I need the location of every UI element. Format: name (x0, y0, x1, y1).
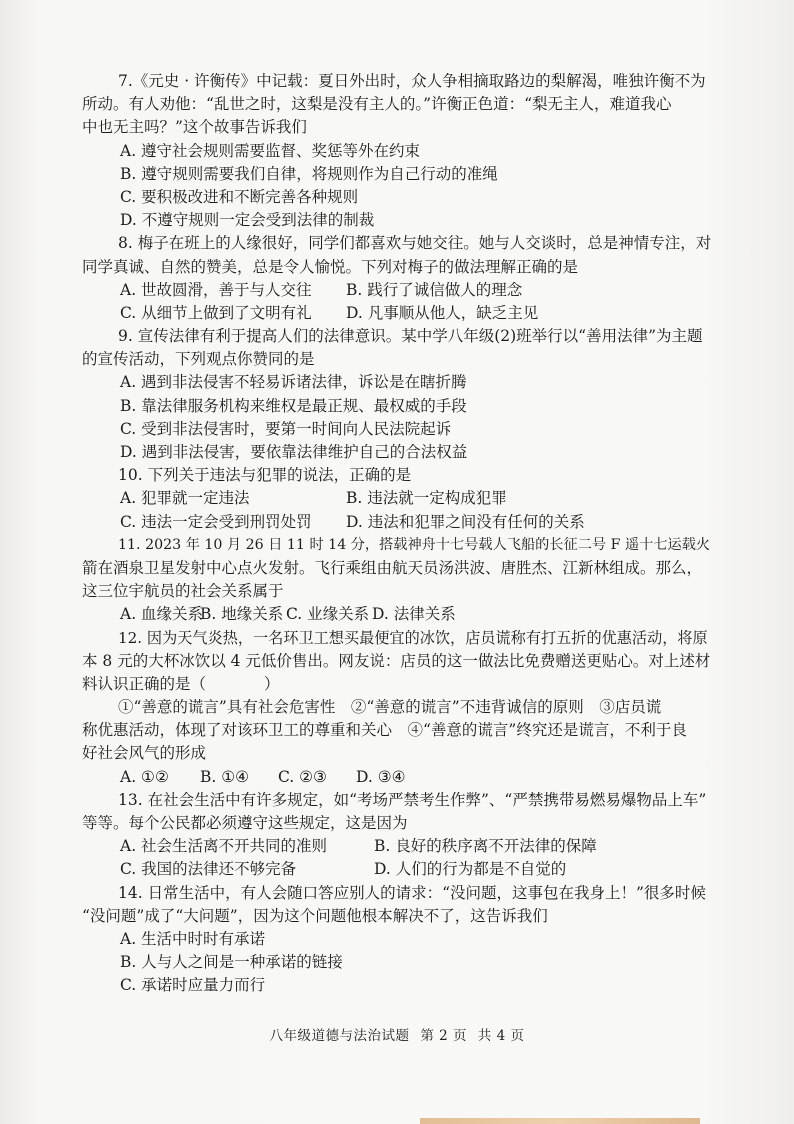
question-11-stem-line-2: 箭在酒泉卫星发射中心点火发射。飞行乘组由航天员汤洪波、唐胜杰、江新林组成。那么， (82, 558, 703, 577)
question-11 (82, 534, 714, 627)
question-10-option-b: B. 违法就一定构成犯罪 (346, 489, 507, 508)
question-13-options-row-1 (82, 835, 714, 858)
question-12-stem-line-2: 本 8 元的大杯冰饮以 4 元低价售出。网友说：店员的这一做法比免费赠送更贴心。对上述材 (82, 651, 711, 670)
question-13-options-row-2 (82, 858, 714, 881)
question-11-option-c: C. 业缘关系 (286, 605, 370, 624)
question-13-stem-line-2: 等等。每个公民都必须遵守这些规定，这是因为 (82, 814, 408, 832)
footer-page-total: 共 4 页 (477, 1028, 525, 1044)
question-12-option-a: A. ①② (120, 767, 169, 786)
question-13-option-c: C. 我国的法律还不够完备 (120, 860, 297, 879)
question-8-option-a: A. 世故圆滑，善于与人交往 (120, 280, 312, 299)
footer-exam-title: 八年级道德与法治试题 (269, 1028, 410, 1044)
question-12-option-b: B. ①④ (200, 767, 250, 786)
question-10-options-row-2 (82, 511, 714, 534)
question-10-stem-line-1: 10. 下列关于违法与犯罪的说法，正确的是 (118, 466, 412, 485)
question-12-option-d: D. ③④ (356, 767, 406, 786)
question-7-option-a: A. 遵守社会规则需要监督、奖惩等外在约束 (120, 141, 421, 160)
question-8 (82, 232, 714, 325)
question-8-option-b: B. 践行了诚信做人的理念 (346, 280, 523, 299)
question-14-option-c: C. 承诺时应量力而行 (120, 976, 266, 995)
question-12-stem-line-1: 12. 因为天气炎热，一名环卫工想买最便宜的冰饮，店员谎称有打五折的优惠活动，将原 (118, 628, 708, 647)
question-14-stem-line-1: 14. 日常生活中，有人会随口答应别人的请求：“没问题，这事包在我身上！”很多时候 (118, 883, 706, 902)
question-11-options-row (82, 603, 714, 626)
question-8-options-row-1 (82, 279, 714, 302)
question-7-stem-line-3: 中也无主吗？”这个故事告诉我们 (82, 118, 307, 137)
question-7-stem-line-1: 7.《元史 · 许衡传》中记载：夏日外出时，众人争相摘取路边的梨解渴，唯独许衡不为 (118, 72, 706, 90)
question-12-option-c: C. ②③ (278, 767, 327, 786)
question-12 (82, 627, 714, 789)
question-11-option-a: A. 血缘关系 (120, 605, 204, 624)
question-13-option-d: D. 人们的行为都是不自觉的 (374, 860, 567, 879)
question-13-stem-line-1: 13. 在社会生活中有许多规定，如“考场严禁考生作弊”、“严禁携带易燃易爆物品上车” (118, 790, 707, 809)
question-9 (82, 325, 714, 464)
footer-page-number: 第 2 页 (420, 1028, 467, 1044)
question-14-option-a: A. 生活中时时有承诺 (120, 929, 266, 948)
question-11-option-b: B. 地缘关系 (200, 605, 284, 624)
question-9-stem-line-1: 9. 宣传法律有利于提高人们的法律意识。某中学八年级(2)班举行以“善用法律”为主题 (118, 327, 703, 346)
question-11-stem-line-1: 11. 2023 年 10 月 26 日 11 时 14 分，搭载神舟十七号载人飞船的长征二号 F 遥十七运载火 (118, 536, 711, 553)
question-7-option-b: B. 遵守规则需要我们自律，将规则作为自己行动的准绳 (120, 164, 498, 183)
question-13 (82, 789, 714, 882)
question-13-option-b: B. 良好的秩序离不开法律的保障 (374, 837, 597, 856)
question-13-option-a: A. 社会生活离不开共同的准则 (120, 837, 328, 856)
question-8-stem-line-2: 同学真诚、自然的赞美，总是令人愉悦。下列对梅子的做法理解正确的是 (82, 257, 579, 276)
question-12-stem-text: 料认识正确的是（ (82, 674, 207, 693)
question-12-statement-line-1: ①“善意的谎言”具有社会危害性 ②“善意的谎言”不违背诚信的原则 ③店员谎 (118, 698, 662, 717)
scan-edge-stripe (420, 1118, 700, 1124)
question-12-statement-line-3: 好社会风气的形成 (82, 744, 207, 763)
question-7-stem-line-2: 所动。有人劝他：“乱世之时，这梨是没有主人的。”许衡正色道：“梨无主人，难道我心 (82, 95, 672, 114)
question-12-options-row (82, 766, 714, 789)
question-10-option-a: A. 犯罪就一定违法 (120, 489, 250, 508)
page-footer (0, 1024, 794, 1044)
question-10 (82, 464, 714, 534)
question-list (82, 70, 714, 998)
question-7-option-d: D. 不遵守规则一定会受到法律的制裁 (120, 211, 375, 230)
question-7 (82, 70, 714, 232)
question-8-option-d: D. 凡事顺从他人，缺乏主见 (346, 303, 539, 322)
question-12-statement-line-2: 称优惠活动，体现了对该环卫工的尊重和关心 ④“善意的谎言”终究还是谎言，不利于良 (82, 721, 687, 740)
question-12-paren-close: ） (264, 674, 280, 693)
question-9-option-c: C. 受到非法侵害时，要第一时间向人民法院起诉 (120, 419, 452, 438)
question-14 (82, 882, 714, 998)
question-11-stem-line-3: 这三位宇航员的社会关系属于 (82, 582, 284, 601)
question-10-option-c: C. 违法一定会受到刑罚处罚 (120, 512, 312, 531)
question-14-option-b: B. 人与人之间是一种承诺的链接 (120, 953, 343, 972)
question-10-option-d: D. 违法和犯罪之间没有任何的关系 (346, 512, 585, 531)
question-9-option-b: B. 靠法律服务机构来维权是最正规、最权威的手段 (120, 396, 467, 415)
question-10-options-row-1 (82, 487, 714, 510)
question-8-options-row-2 (82, 302, 714, 325)
question-9-option-d: D. 遇到非法侵害，要依靠法律维护自己的合法权益 (120, 443, 468, 461)
question-8-option-c: C. 从细节上做到了文明有礼 (120, 303, 312, 322)
question-11-option-d: D. 法律关系 (372, 605, 456, 624)
question-9-option-a: A. 遇到非法侵害不轻易诉诸法律，诉讼是在瞎折腾 (120, 373, 467, 392)
question-7-option-c: C. 要积极改进和不断完善各种规则 (120, 187, 359, 206)
question-8-stem-line-1: 8. 梅子在班上的人缘很好，同学们都喜欢与她交往。她与人交谈时，总是神情专注，对 (118, 234, 712, 253)
question-9-stem-line-2: 的宣传活动，下列观点你赞同的是 (82, 350, 315, 369)
question-12-stem-line-3 (82, 673, 714, 696)
question-14-stem-line-2: “没问题”成了“大问题”，因为这个问题他根本解决不了，这告诉我们 (82, 906, 548, 925)
